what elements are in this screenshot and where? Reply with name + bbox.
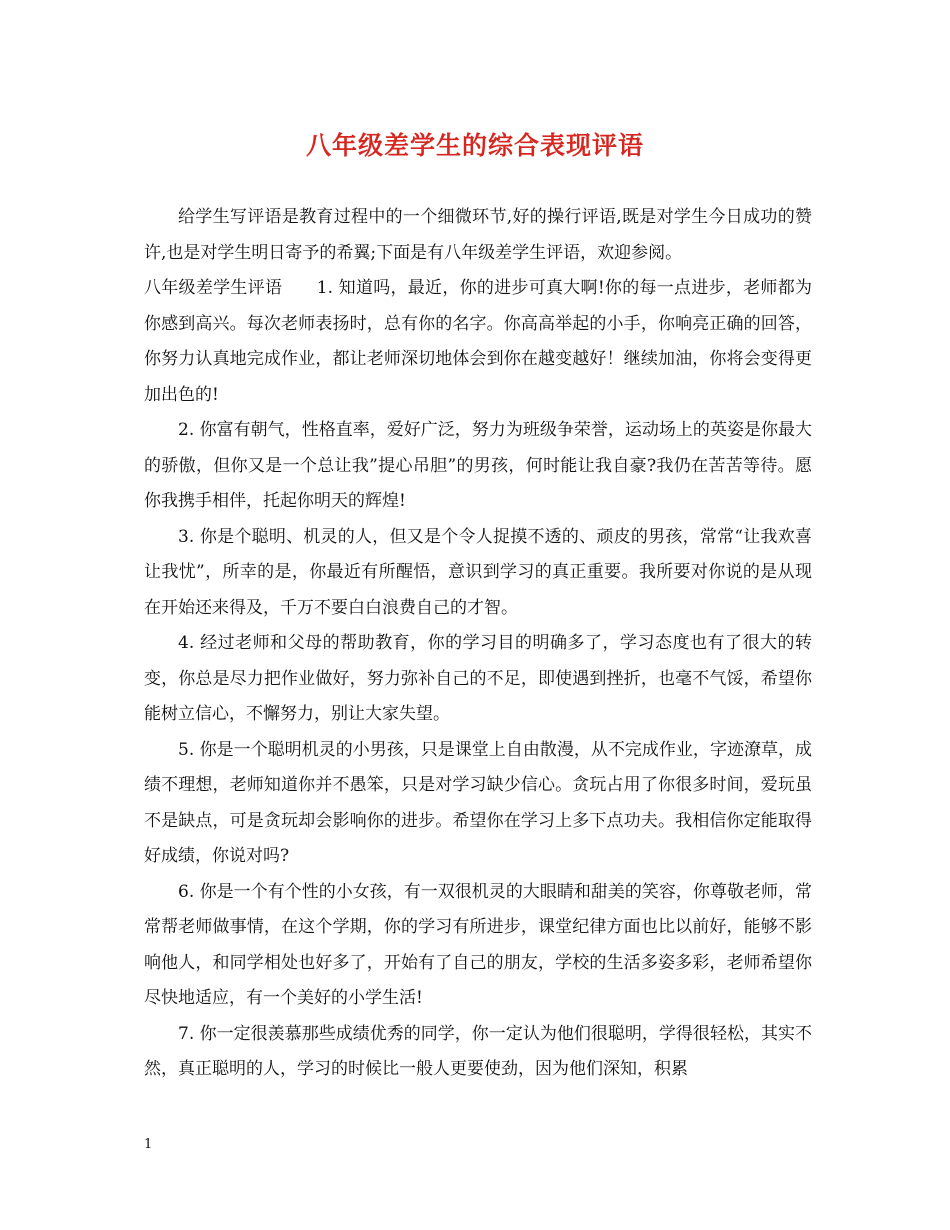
intro-paragraph: 给学生写评语是教育过程中的一个细微环节,好的操行评语,既是对学生今日成功的赞许,也是对学生明日寄予的希翼;下面是有八年级差学生评语，欢迎参阅。 [144,207,812,263]
comment-paragraph-4: 4. 经过老师和父母的帮助教育，你的学习目的明确多了，学习态度也有了很大的转变，你总是尽力把作业做好，努力弥补自己的不足，即使遇到挫折，也毫不气馁，希望你能树立信心，不懈努力，别让大家失望。 [144,633,812,724]
comment-paragraph-6: 6. 你是一个有个性的小女孩，有一双很机灵的大眼睛和甜美的笑容，你尊敬老师，常常帮老师做事情，在这个学期，你的学习有所进步，课堂纪律方面也比以前好，能够不影响他人，和同学相处也好多了，开始有了自己的朋友，学校的生活多姿多彩，老师希望你尽快地适应，有一个美好的小学生活! [144,881,812,1008]
comment-paragraph-1: 八年级差学生评语 1. 知道吗，最近，你的进步可真大啊!你的每一点进步，老师都为你感到高兴。每次老师表扬时，总有你的名字。你高高举起的小手，你响亮正确的回答，你努力认真地完成作业，都让老师深切地体会到你在越变越好！继续加油，你将会变得更加出色的! [144,278,812,405]
document-body [144,200,812,1088]
page-number: 1 [144,1137,153,1152]
comment-paragraph-3: 3. 你是个聪明、机灵的人，但又是个令人捉摸不透的、顽皮的男孩，常常“让我欢喜让我忧”，所幸的是，你最近有所醒悟，意识到学习的真正重要。我所要对你说的是从现在开始还来得及，千万不要白白浪费自己的才智。 [144,526,812,618]
comment-paragraph-5: 5. 你是一个聪明机灵的小男孩，只是课堂上自由散漫，从不完成作业，字迹潦草，成绩不理想，老师知道你并不愚笨，只是对学习缺少信心。贪玩占用了你很多时间，爱玩虽不是缺点，可是贪玩却会影响你的进步。希望你在学习上多下点功夫。我相信你定能取得好成绩，你说对吗? [144,739,812,866]
comment-paragraph-2: 2. 你富有朝气，性格直率，爱好广泛，努力为班级争荣誉，运动场上的英姿是你最大的骄傲，但你又是一个总让我”提心吊胆”的男孩，何时能让我自豪?我仍在苦苦等待。愿你我携手相伴，托起你明天的辉煌! [144,420,812,511]
comment-paragraph-7: 7. 你一定很羡慕那些成绩优秀的同学，你一定认为他们很聪明，学得很轻松，其实不然，真正聪明的人，学习的时候比一般人更要使劲，因为他们深知，积累 [144,1023,812,1079]
document-title: 八年级差学生的综合表现评语 [305,131,644,160]
